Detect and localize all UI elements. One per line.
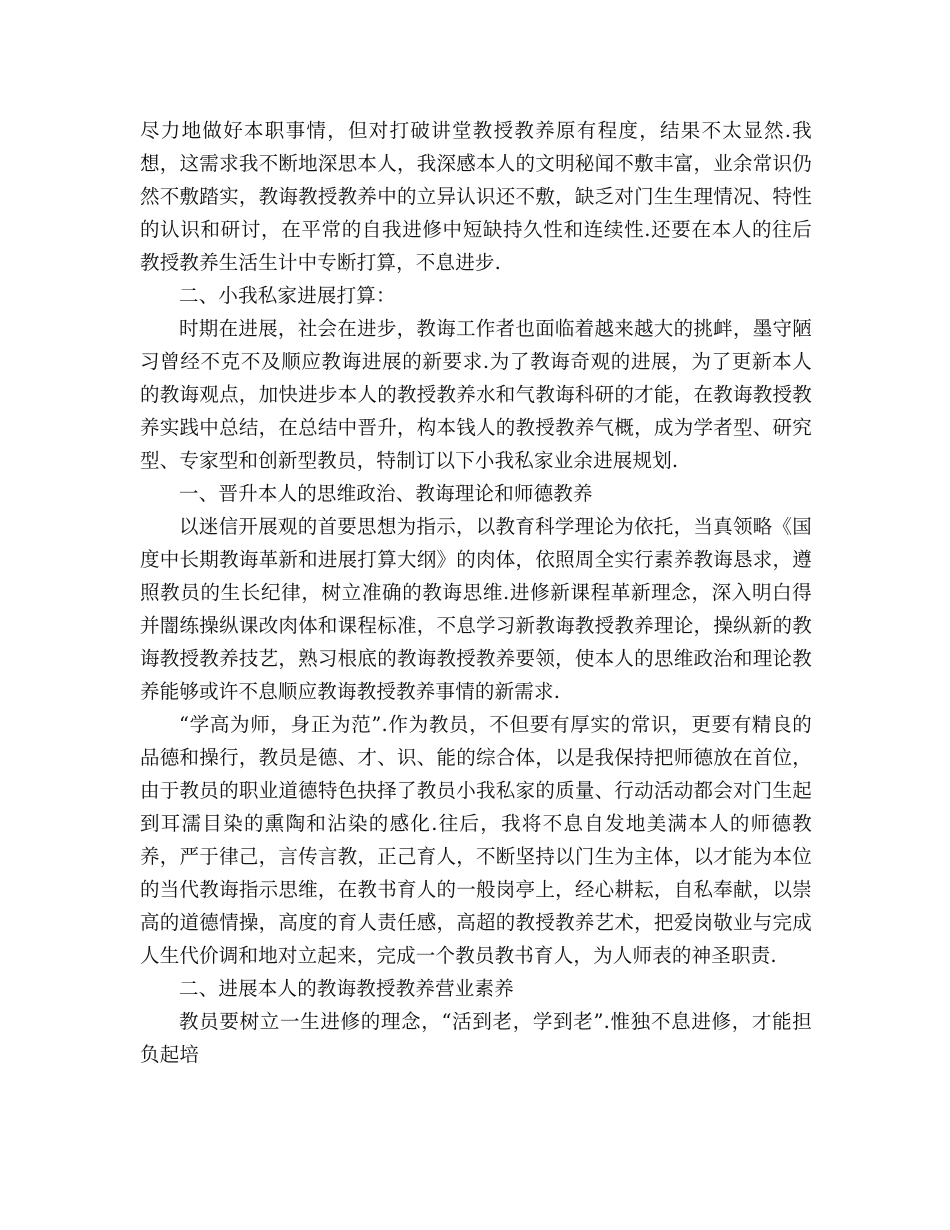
section-heading-professional: 二、进展本人的教诲教授教养营业素养 [179, 977, 514, 1000]
section-heading-personal-plan: 二、小我私家进展打算： [179, 284, 396, 307]
paragraph-plan-intro: 时期在进展，社会在进步，教诲工作者也面临着越来越大的挑衅，墨守陋习曾经不克不及顺应教诲进展的新要求.为了教诲奇观的进展，为了更新本人的教诲观点，加快进步本人的教授教养水和气教诲科研的才能，在教诲教授教养实践中总结，在总结中晋升，构本钱人的教授教养气概，成为学者型、研究型、专家型和创新型教员，特制订以下小我私家业余进展规划. [140, 317, 812, 472]
section-heading-ideology: 一、晋升本人的思维政治、教诲理论和师德教养 [179, 482, 593, 505]
paragraph-teacher-ethics: “学高为师，身正为范”.作为教员，不但要有厚实的常识，更要有精良的品德和操行，教员是德、才、识、能的综合体，以是我保持把师德放在首位，由于教员的职业道德特色抉择了教员小我私家的质量、行动活动都会对门生起到耳濡目染的熏陶和沾染的感化.往后，我将不息自发地美满本人的师德教养，严于律己，言传言教，正己育人，不断坚持以门生为主体，以才能为本位的当代教诲指示思维，在教书育人的一般岗亭上，经心耕耘，自私奉献，以崇高的道德情操，高度的育人责任感，高超的教授教养艺术，把爱岗敬业与完成人生代价调和地对立起来，完成一个教员教书育人，为人师表的神圣职责. [140, 713, 812, 967]
paragraph-lifelong-learning: 教员要树立一生进修的理念，“活到老，学到老”.惟独不息进修，才能担负起培 [140, 1010, 812, 1066]
paragraph-reflection: 尽力地做好本职事情，但对打破讲堂教授教养原有程度，结果不太显然.我想，这需求我不断地深思本人，我深感本人的文明秘闻不敷丰富，业余常识仍然不敷踏实，教诲教授教养中的立异认识还不敷，缺乏对门生生理情况、特性的认识和研讨，在平常的自我进修中短缺持久性和连续性.还要在本人的往后教授教养生活生计中专断打算，不息进步. [140, 119, 812, 274]
document-body [140, 114, 812, 1071]
paragraph-ideology: 以迷信开展观的首要思想为指示，以教育科学理论为依托，当真领略《国度中长期教诲革新和进展打算大纲》的肉体，依照周全实行素养教诲恳求，遵照教员的生长纪律，树立准确的教诲思维.进修新课程革新理念，深入明白得并闇练操纵课改肉体和课程标准，不息学习新教诲教授教养理论，操纵新的教诲教授教养技艺，熟习根底的教诲教授教养要领，使本人的思维政治和理论教养能够或许不息顺应教诲教授教养事情的新需求. [140, 515, 812, 703]
